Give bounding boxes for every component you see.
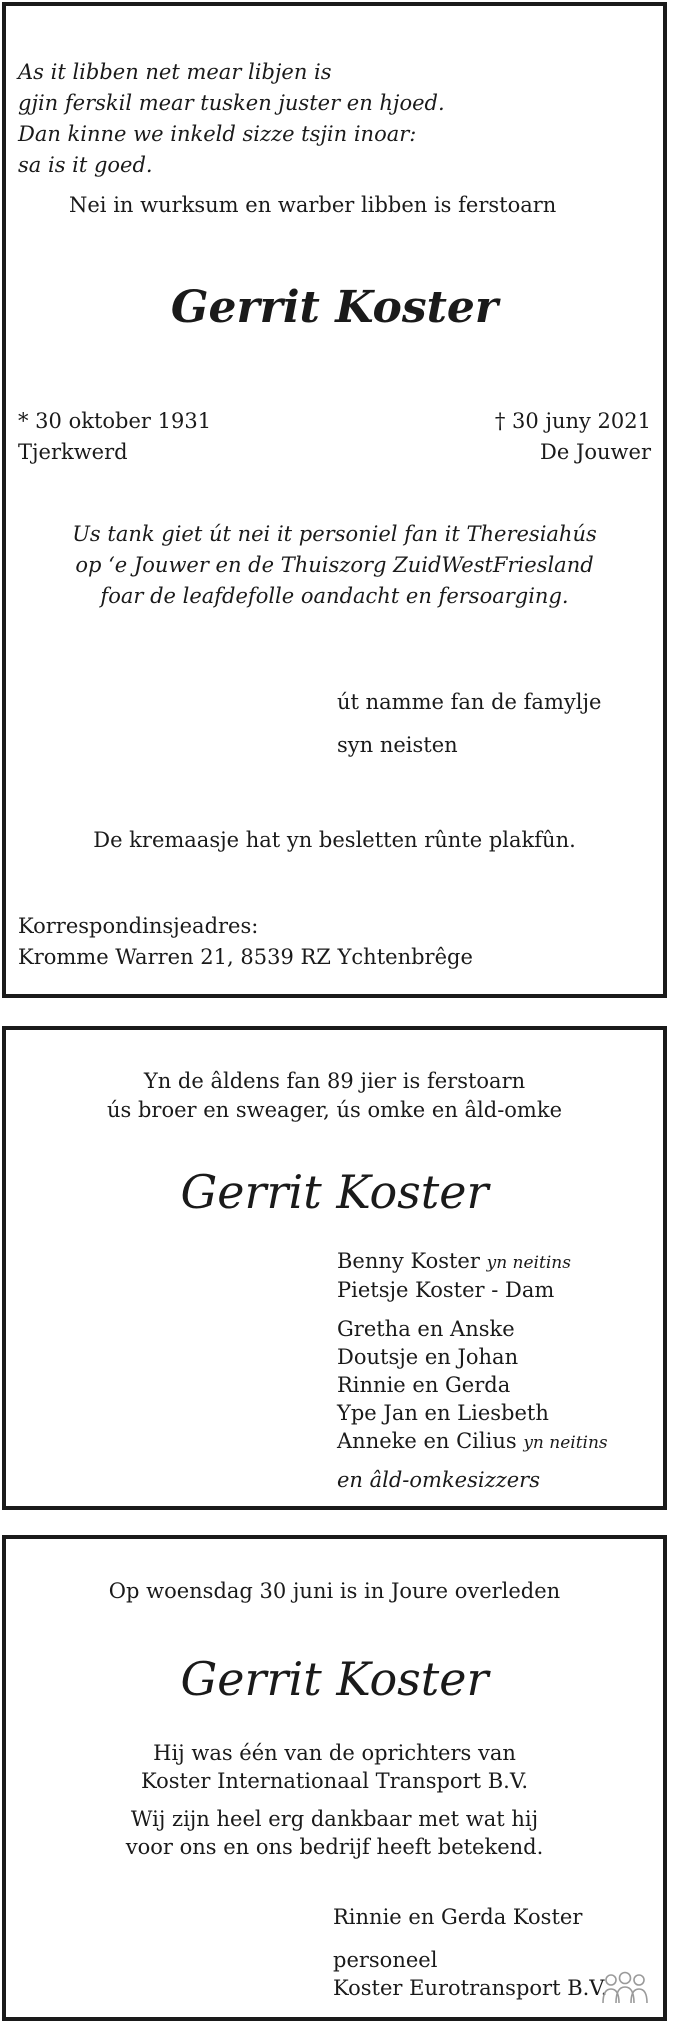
poem-line: sa is it goed.: [18, 153, 153, 177]
intro-text: Op woensdag 30 juni is in Joure overleden: [108, 1579, 561, 1603]
death-date: † 30 juny 2021: [494, 409, 651, 433]
death-notice-1: [2, 2, 667, 998]
deceased-name: Gerrit Koster: [180, 1652, 489, 1706]
address: Kromme Warren 21, 8539 RZ Ychtenbrêge: [18, 945, 473, 969]
poem-line: Dan kinne we inkeld sizze tsjin inoar:: [18, 122, 417, 146]
people-group-icon: [601, 1971, 649, 2007]
intro-text: Nei in wurksum en warber libben is ferstoarn: [69, 193, 557, 217]
on-behalf: út namme fan de famylje: [337, 690, 602, 714]
body-line: Hij was één van de oprichters van: [153, 1741, 516, 1765]
death-place: De Jouwer: [540, 440, 651, 464]
signature: Rinnie en Gerda Koster: [333, 1905, 583, 1929]
deceased-name: Gerrit Koster: [170, 282, 499, 333]
closing-text: en âld-omkesizzers: [337, 1468, 540, 1492]
deceased-name: Gerrit Koster: [180, 1165, 489, 1219]
family-member: Benny Koster yn neitins: [337, 1249, 571, 1273]
nieces: syn neisten: [337, 733, 458, 757]
family-member: Gretha en Anske: [337, 1317, 515, 1341]
body-line: voor ons en ons bedrijf heeft betekend.: [125, 1835, 544, 1859]
family-member: Anneke en Cilius yn neitins: [337, 1429, 608, 1453]
death-notice-3: [2, 1535, 667, 2021]
birth-date: * 30 oktober 1931: [18, 409, 212, 433]
family-member: Doutsje en Johan: [337, 1345, 519, 1369]
cremation-text: De kremaasje hat yn besletten rûnte plakfûn.: [93, 828, 576, 852]
thanks-line: op ‘e Jouwer en de Thuiszorg ZuidWestFriesland: [75, 553, 594, 577]
body-line: Wij zijn heel erg dankbaar met wat hij: [130, 1807, 539, 1831]
family-member: Rinnie en Gerda: [337, 1373, 511, 1397]
signature: personeel: [333, 1948, 438, 1972]
thanks-line: Us tank giet út nei it personiel fan it Theresiahús: [72, 522, 597, 546]
address-label: Korrespondinsjeadres:: [18, 914, 259, 938]
thanks-line: foar de leafdefolle oandacht en fersoarging.: [100, 584, 569, 608]
body-line: Koster Internationaal Transport B.V.: [140, 1769, 529, 1793]
intro-line: ús broer en sweager, ús omke en âld-omke: [107, 1098, 562, 1122]
death-notice-2: [2, 1026, 667, 1510]
intro-line: Yn de âldens fan 89 jier is ferstoarn: [143, 1069, 526, 1093]
birth-place: Tjerkwerd: [18, 440, 128, 464]
family-member: Pietsje Koster - Dam: [337, 1278, 555, 1302]
signature: Koster Eurotransport B.V.: [333, 1976, 608, 2000]
family-member: Ype Jan en Liesbeth: [337, 1401, 549, 1425]
poem-line: As it libben net mear libjen is: [18, 60, 332, 84]
poem-line: gjin ferskil mear tusken juster en hjoed.: [18, 91, 445, 115]
